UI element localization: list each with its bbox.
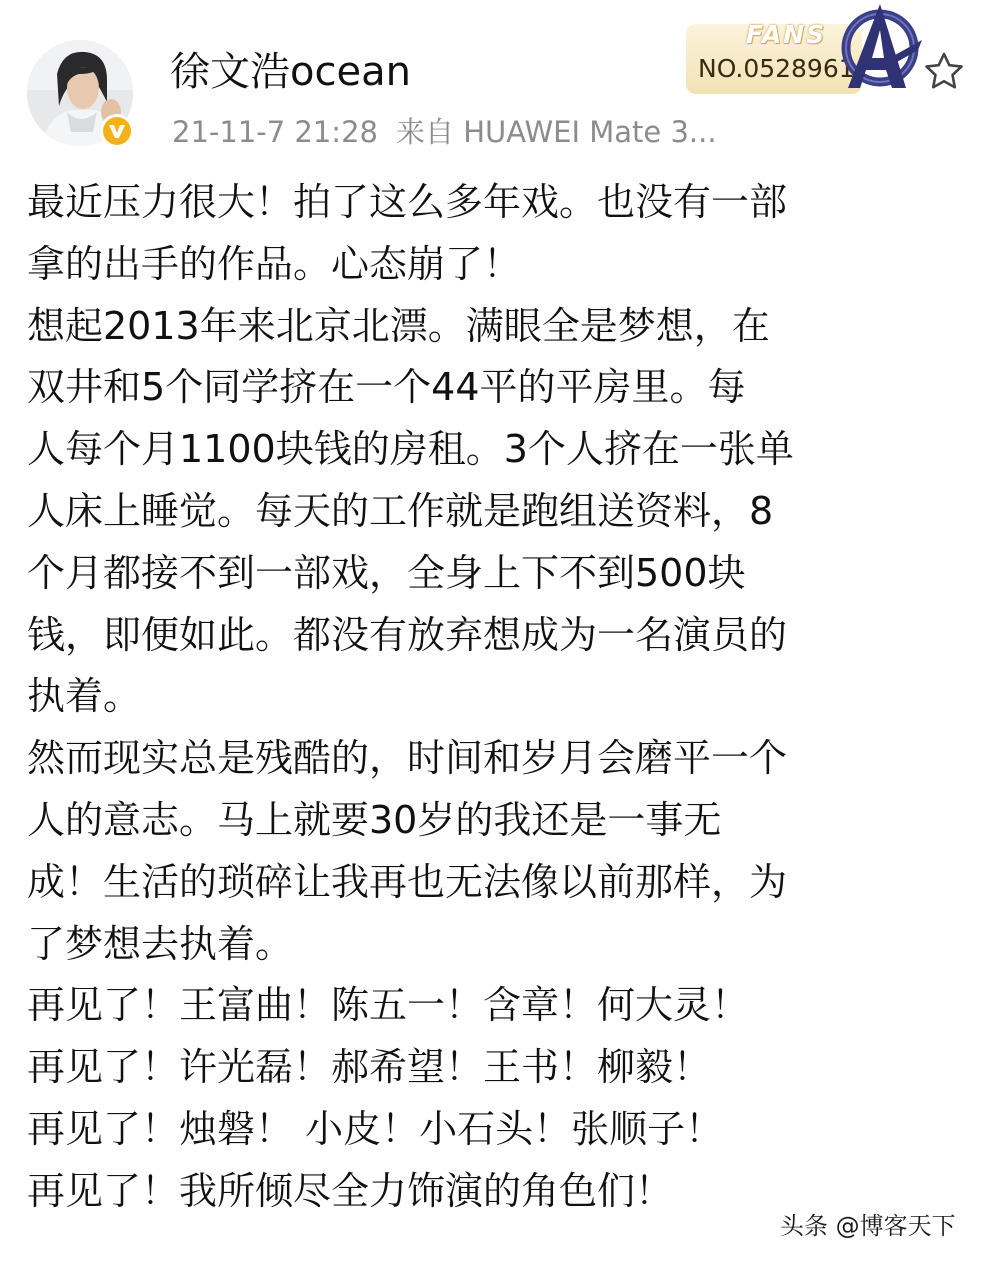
post-body	[27, 172, 967, 1223]
post-line: 最近压力很大！拍了这么多年戏。也没有一部	[27, 180, 788, 224]
star-outline-icon[interactable]	[922, 50, 966, 94]
post-line: 双井和5个同学挤在一个44平的平房里。每	[27, 365, 746, 410]
post-line: 人床上睡觉。每天的工作就是跑组送资料，8	[27, 488, 774, 533]
post-line: 成！生活的琐碎让我再也无法像以前那样，为	[27, 859, 788, 904]
verified-v-icon	[103, 117, 131, 145]
post-line: 钱，即便如此。都没有放弃想成为一名演员的	[27, 612, 788, 657]
post-line: 然而现实总是残酷的，时间和岁月会磨平一个	[27, 736, 788, 781]
post-source: 来自 HUAWEI Mate 3...	[395, 115, 717, 149]
post-meta	[172, 112, 717, 152]
username[interactable]: 徐文浩ocean	[170, 49, 411, 95]
post-line: 执着。	[27, 674, 142, 719]
avengers-logo-icon	[836, 0, 924, 92]
post-line: 拿的出手的作品。心态崩了！	[27, 241, 522, 286]
fans-label: FANS	[746, 20, 827, 49]
post-line: 人的意志。马上就要30岁的我还是一事无	[27, 797, 722, 842]
post-line: 再见了！许光磊！郝希望！王书！柳毅！	[27, 1045, 712, 1090]
post-line: 再见了！烛磐！ 小皮！小石头！张顺子！	[27, 1106, 724, 1151]
post-timestamp: 21-11-7 21:28	[172, 115, 378, 149]
post-line: 再见了！我所倾尽全力饰演的角色们！	[27, 1168, 674, 1213]
post-line: 了梦想去执着。	[27, 921, 294, 966]
post-line: 想起2013年来北京北漂。满眼全是梦想，在	[27, 303, 770, 348]
post-line: 再见了！王富曲！陈五一！含章！何大灵！	[27, 983, 750, 1028]
post-line: 个月都接不到一部戏，全身上下不到500块	[27, 550, 746, 595]
watermark: 头条 @博客天下	[780, 1212, 956, 1240]
post-line: 人每个月1100块钱的房租。3个人挤在一张单	[27, 427, 794, 472]
verified-badge	[100, 114, 134, 148]
fans-number: NO.0528961	[698, 54, 855, 83]
